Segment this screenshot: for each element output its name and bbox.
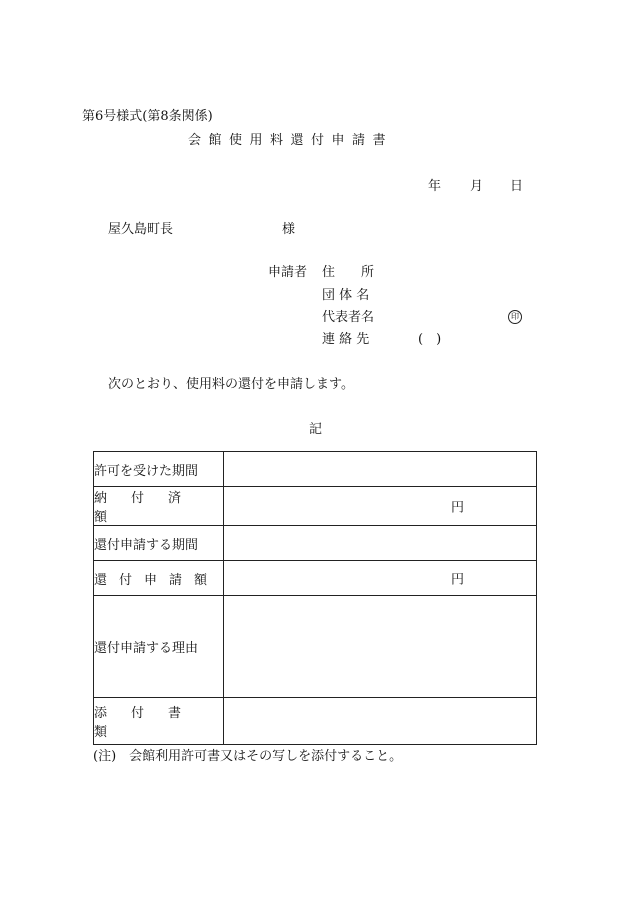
applicant-label: 申請者: [268, 265, 308, 280]
row-value-cell[interactable]: [224, 452, 537, 487]
table-row: [94, 561, 537, 596]
row-label-text: 許可を受けた期間: [94, 463, 199, 479]
field-representative-label: 代表者名: [322, 310, 375, 325]
date-day: 日: [510, 179, 524, 194]
row-label-text: 還付申請する理由: [94, 641, 199, 656]
table-row: [94, 596, 537, 698]
table-row: [94, 487, 537, 526]
field-address-label: 住 所: [322, 265, 375, 280]
table-row: [94, 452, 537, 487]
row-label-text: 還付申請する期間: [94, 537, 199, 553]
row-value-cell[interactable]: [224, 698, 537, 745]
row-label: [94, 487, 224, 526]
row-label: [94, 452, 224, 487]
row-label-text: 還付申請額: [94, 572, 220, 588]
application-table: [93, 451, 537, 745]
date-year: 年: [428, 179, 442, 194]
contact-parens: ( ): [418, 332, 442, 347]
addressee-honorific: 様: [282, 222, 296, 237]
row-value-cell[interactable]: [224, 596, 537, 698]
ki-heading: 記: [309, 422, 323, 437]
form-number: 第6号様式(第8条関係): [82, 109, 213, 124]
row-label: [94, 698, 224, 745]
footnote: (注) 会館利用許可書又はその写しを添付すること。: [93, 749, 403, 764]
seal-mark: 印: [508, 310, 522, 324]
row-label-text: 添付書類: [94, 706, 206, 740]
row-label: [94, 526, 224, 561]
body-text: 次のとおり、使用料の還付を申請します。: [108, 377, 354, 392]
row-value-cell[interactable]: [224, 526, 537, 561]
table-row: [94, 526, 537, 561]
row-label: [94, 596, 224, 698]
document-title: 会館使用料還付申請書: [188, 133, 394, 148]
yen-unit: 円: [451, 500, 465, 516]
row-label-text: 納付済額: [94, 491, 206, 525]
table-row: [94, 698, 537, 745]
row-value-cell[interactable]: [224, 561, 537, 596]
yen-unit: 円: [451, 572, 465, 588]
addressee-name: 屋久島町長: [108, 222, 174, 237]
field-organization-label: 団 体 名: [322, 288, 370, 303]
field-contact-label: 連 絡 先: [322, 332, 370, 347]
date-month: 月: [470, 179, 484, 194]
row-value-cell[interactable]: [224, 487, 537, 526]
row-label: [94, 561, 224, 596]
